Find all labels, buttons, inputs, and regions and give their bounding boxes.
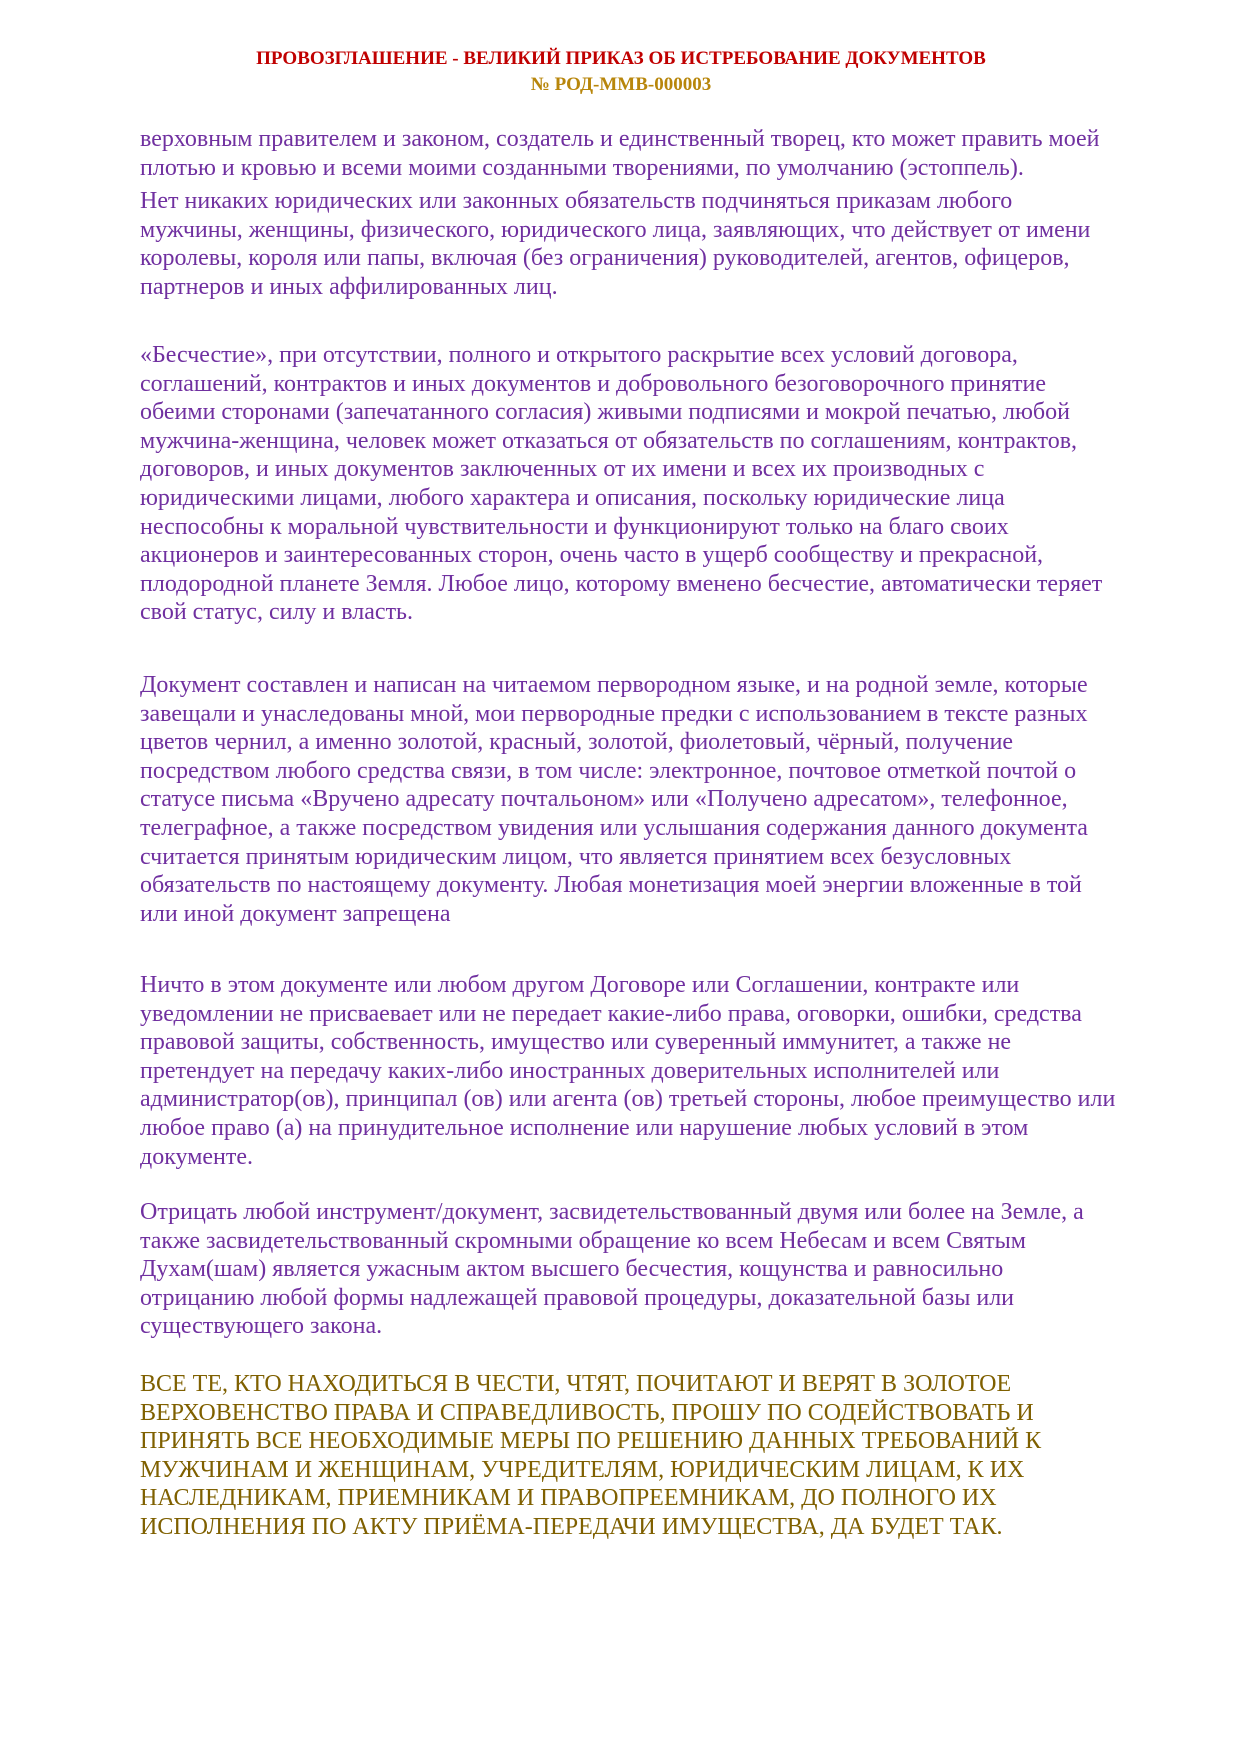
paragraph-3 bbox=[140, 341, 1150, 627]
paragraph-text: «Бесчестие», при отсутствии, полного и открытого раскрытие всех условий договора, соглашений, контрактов и иных документов и добровольного безоговорочного принятие обеими сторонами (запечатанного согласия) живыми подписями и мокрой печатью, любой мужчина-женщина, человек может отказаться от обязательств по соглашениям, контрактов, договоров, и иных документов заключенных от их имени и всех их производных с юридическими лицами, любого характера и описания, поскольку юридические лица неспособны к моральной чувствительности и функционируют только на благо своих акционеров и заинтересованных сторон, очень часто в ущерб сообществу и прекрасной, плодородной планете Земля. Любое лицо, которому вменено бесчестие, автоматически теряет свой статус, силу и власть. bbox=[140, 342, 1103, 626]
paragraph-text: верховным правителем и законом, создатель и единственный творец, кто может править моей плотью и кровью и всеми моими созданными творениями, по умолчанию (эстоппель). bbox=[140, 126, 1100, 181]
document-header bbox=[0, 46, 1242, 98]
paragraph-5 bbox=[140, 971, 1150, 1171]
paragraph-text: Ничто в этом документе или любом другом Договоре или Соглашении, контракте или уведомлении не присваевает или не передает какие-либо права, оговорки, ошибки, средства правовой защиты, собственность, имущество или суверенный иммунитет, а также не претендует на передачу каких-либо иностранных доверительных исполнителей или администратор(ов), принципал (ов) или агента (ов) третьей стороны, любое преимущество или любое право (а) на принудительное исполнение или нарушение любых условий в этом документе. bbox=[140, 972, 1116, 1170]
document-title: ПРОВОЗГЛАШЕНИЕ - ВЕЛИКИЙ ПРИКАЗ ОБ ИСТРЕБОВАНИЕ ДОКУМЕНТОВ bbox=[256, 48, 986, 69]
closing-paragraph bbox=[140, 1370, 1150, 1542]
paragraph-text: Документ составлен и написан на читаемом первородном языке, и на родной земле, которые завещали и унаследованы мной, мои первородные предки с использованием в тексте разных цветов чернил, а именно золотой, красный, золотой, фиолетовый, чёрный, получение посредством любого средства связи, в том числе: электронное, почтовое отметкой почтой о статусе письма «Вручено адресату почтальоном» или «Получено адресатом», телефонное, телеграфное, а также посредством увидения или услышания содержания данного документа считается принятым юридическим лицом, что является принятием всех безусловных обязательств по настоящему документу. Любая монетизация моей энергии вложенные в той или иной документ запрещена bbox=[140, 672, 1088, 927]
paragraph-2 bbox=[140, 187, 1150, 301]
paragraph-text: Нет никаких юридических или законных обязательств подчиняться приказам любого мужчины, женщины, физического, юридического лица, заявляющих, что действует от имени королевы, короля или папы, включая (без ограничения) руководителей, агентов, офицеров, партнеров и иных аффилированных лиц. bbox=[140, 188, 1091, 300]
closing-text: ВСЕ ТЕ, КТО НАХОДИТЬСЯ В ЧЕСТИ, ЧТЯТ, ПОЧИТАЮТ И ВЕРЯТ В ЗОЛОТОЕ ВЕРХОВЕНСТВО ПРАВА И СПРАВЕДЛИВОСТЬ, ПРОШУ ПО СОДЕЙСТВОВАТЬ И ПРИНЯТЬ ВСЕ НЕОБХОДИМЫЕ МЕРЫ ПО РЕШЕНИЮ ДАННЫХ ТРЕБОВАНИЙ К МУЖЧИНАМ И ЖЕНЩИНАМ, УЧРЕДИТЕЛЯМ, ЮРИДИЧЕСКИМ ЛИЦАМ, К ИХ НАСЛЕДНИКАМ, ПРИЕМНИКАМ И ПРАВОПРЕЕМНИКАМ, ДО ПОЛНОГО ИХ ИСПОЛНЕНИЯ ПО АКТУ ПРИЁМА-ПЕРЕДАЧИ ИМУЩЕСТВА, ДА БУДЕТ ТАК. bbox=[140, 1371, 1042, 1540]
paragraph-1 bbox=[140, 125, 1150, 182]
paragraph-4 bbox=[140, 671, 1150, 928]
document-number: № РОД-ММВ-000003 bbox=[530, 74, 712, 95]
paragraph-6 bbox=[140, 1198, 1150, 1341]
paragraph-text: Отрицать любой инструмент/документ, засвидетельствованный двумя или более на Земле, а также засвидетельствованный скромными обращение ко всем Небесам и всем Святым Духам(шам) является ужасным актом высшего бесчестия, кощунства и равносильно отрицанию любой формы надлежащей правовой процедуры, доказательной базы или существующего закона. bbox=[140, 1199, 1084, 1340]
